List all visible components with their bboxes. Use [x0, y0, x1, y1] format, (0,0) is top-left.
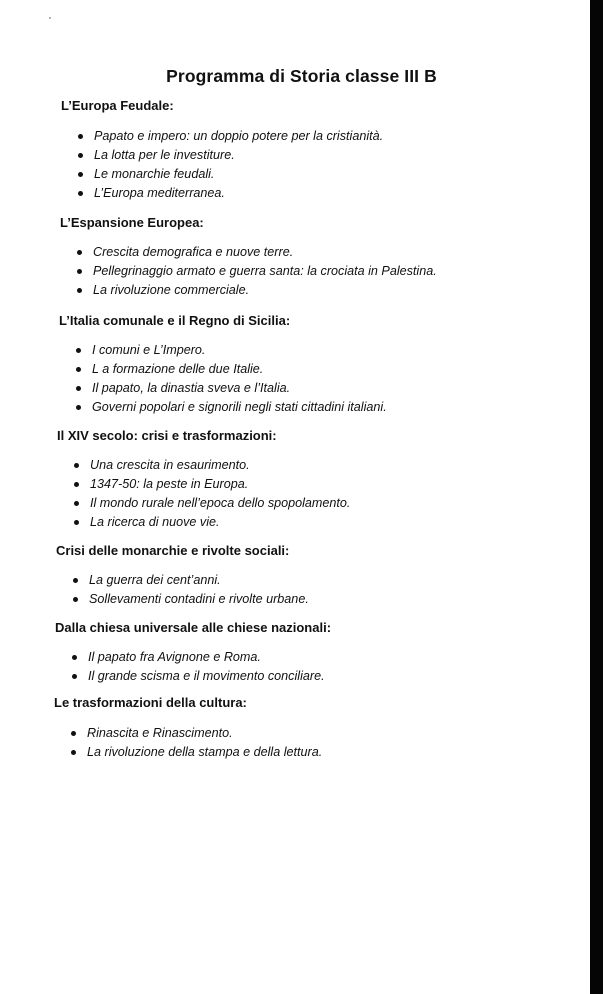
bullet-icon — [74, 501, 79, 506]
list-item — [77, 243, 603, 262]
section-heading: L’Europa Feudale: — [61, 98, 174, 113]
list-item-text: L a formazione delle due Italie. — [92, 362, 264, 376]
topic-list — [71, 724, 603, 762]
list-item — [74, 494, 603, 513]
bullet-icon — [76, 367, 81, 372]
section-italia-comunale — [59, 312, 603, 417]
bullet-icon — [73, 597, 78, 602]
list-item-text: La rivoluzione commerciale. — [93, 283, 250, 297]
list-item-text: I comuni e L’Impero. — [92, 343, 206, 357]
bullet-icon — [74, 520, 79, 525]
section-europa-feudale — [61, 97, 603, 203]
topic-list — [77, 243, 603, 300]
bullet-icon — [78, 191, 83, 196]
list-item-text: La rivoluzione della stampa e della lettura. — [87, 745, 323, 759]
list-item — [72, 648, 603, 667]
section-xiv-secolo — [57, 427, 603, 532]
topic-list — [74, 456, 603, 532]
bullet-icon — [76, 405, 81, 410]
list-item-text: La lotta per le investiture. — [94, 148, 235, 162]
bullet-icon — [76, 348, 81, 353]
list-item — [76, 341, 603, 360]
list-item — [74, 456, 603, 475]
list-item — [76, 379, 603, 398]
bullet-icon — [78, 134, 83, 139]
list-item-text: Pellegrinaggio armato e guerra santa: la crociata in Palestina. — [93, 264, 437, 278]
list-item — [74, 475, 603, 494]
list-item — [78, 165, 603, 184]
list-item — [76, 360, 603, 379]
bullet-icon — [76, 386, 81, 391]
list-item-text: Il papato fra Avignone e Roma. — [88, 650, 261, 664]
bullet-icon — [71, 750, 76, 755]
bullet-icon — [78, 172, 83, 177]
list-item-text: 1347-50: la peste in Europa. — [90, 477, 249, 491]
section-heading: L’Espansione Europea: — [60, 215, 204, 230]
bullet-icon — [73, 578, 78, 583]
section-heading: Crisi delle monarchie e rivolte sociali: — [56, 543, 290, 558]
list-item — [78, 127, 603, 146]
list-item — [78, 184, 603, 203]
section-espansione-europea — [60, 214, 603, 300]
section-heading: L’Italia comunale e il Regno di Sicilia: — [59, 313, 291, 328]
bullet-icon — [77, 288, 82, 293]
list-item-text: Il mondo rurale nell’epoca dello spopolamento. — [90, 496, 351, 510]
list-item — [73, 590, 603, 609]
list-item-text: Le monarchie feudali. — [94, 167, 215, 181]
bullet-icon — [74, 482, 79, 487]
list-item-text: Governi popolari e signorili negli stati cittadini italiani. — [92, 400, 387, 414]
bullet-icon — [74, 463, 79, 468]
list-item-text: Papato e impero: un doppio potere per la cristianità. — [94, 129, 384, 143]
section-heading: Dalla chiesa universale alle chiese nazionali: — [55, 620, 332, 635]
scan-border — [590, 0, 603, 994]
list-item-text: La ricerca di nuove vie. — [90, 515, 220, 529]
list-item — [77, 262, 603, 281]
page-title: Programma di Storia classe III B — [166, 66, 437, 86]
list-item — [77, 281, 603, 300]
bullet-icon — [77, 269, 82, 274]
section-heading: Il XIV secolo: crisi e trasformazioni: — [57, 428, 277, 443]
list-item — [72, 667, 603, 686]
list-item — [73, 571, 603, 590]
list-item-text: Il grande scisma e il movimento conciliare. — [88, 669, 325, 683]
list-item-text: La guerra dei cent’anni. — [89, 573, 221, 587]
list-item — [71, 743, 603, 762]
section-trasformazioni-cultura — [54, 694, 603, 762]
topic-list — [78, 127, 603, 203]
list-item — [71, 724, 603, 743]
topic-list — [72, 648, 603, 686]
list-item — [76, 398, 603, 417]
bullet-icon — [72, 655, 77, 660]
bullet-icon — [71, 731, 76, 736]
list-item — [78, 146, 603, 165]
section-crisi-monarchie — [56, 542, 603, 609]
list-item-text: Una crescita in esaurimento. — [90, 458, 250, 472]
section-heading: Le trasformazioni della cultura: — [54, 695, 247, 710]
list-item-text: L’Europa mediterranea. — [94, 186, 225, 200]
bullet-icon — [77, 250, 82, 255]
bullet-icon — [72, 674, 77, 679]
section-chiesa-universale — [55, 619, 603, 686]
topic-list — [73, 571, 603, 609]
list-item-text: Rinascita e Rinascimento. — [87, 726, 233, 740]
topic-list — [76, 341, 603, 417]
list-item-text: Crescita demografica e nuove terre. — [93, 245, 294, 259]
list-item-text: Sollevamenti contadini e rivolte urbane. — [89, 592, 309, 606]
bullet-icon — [78, 153, 83, 158]
list-item-text: Il papato, la dinastia sveva e l’Italia. — [92, 381, 291, 395]
list-item — [74, 513, 603, 532]
